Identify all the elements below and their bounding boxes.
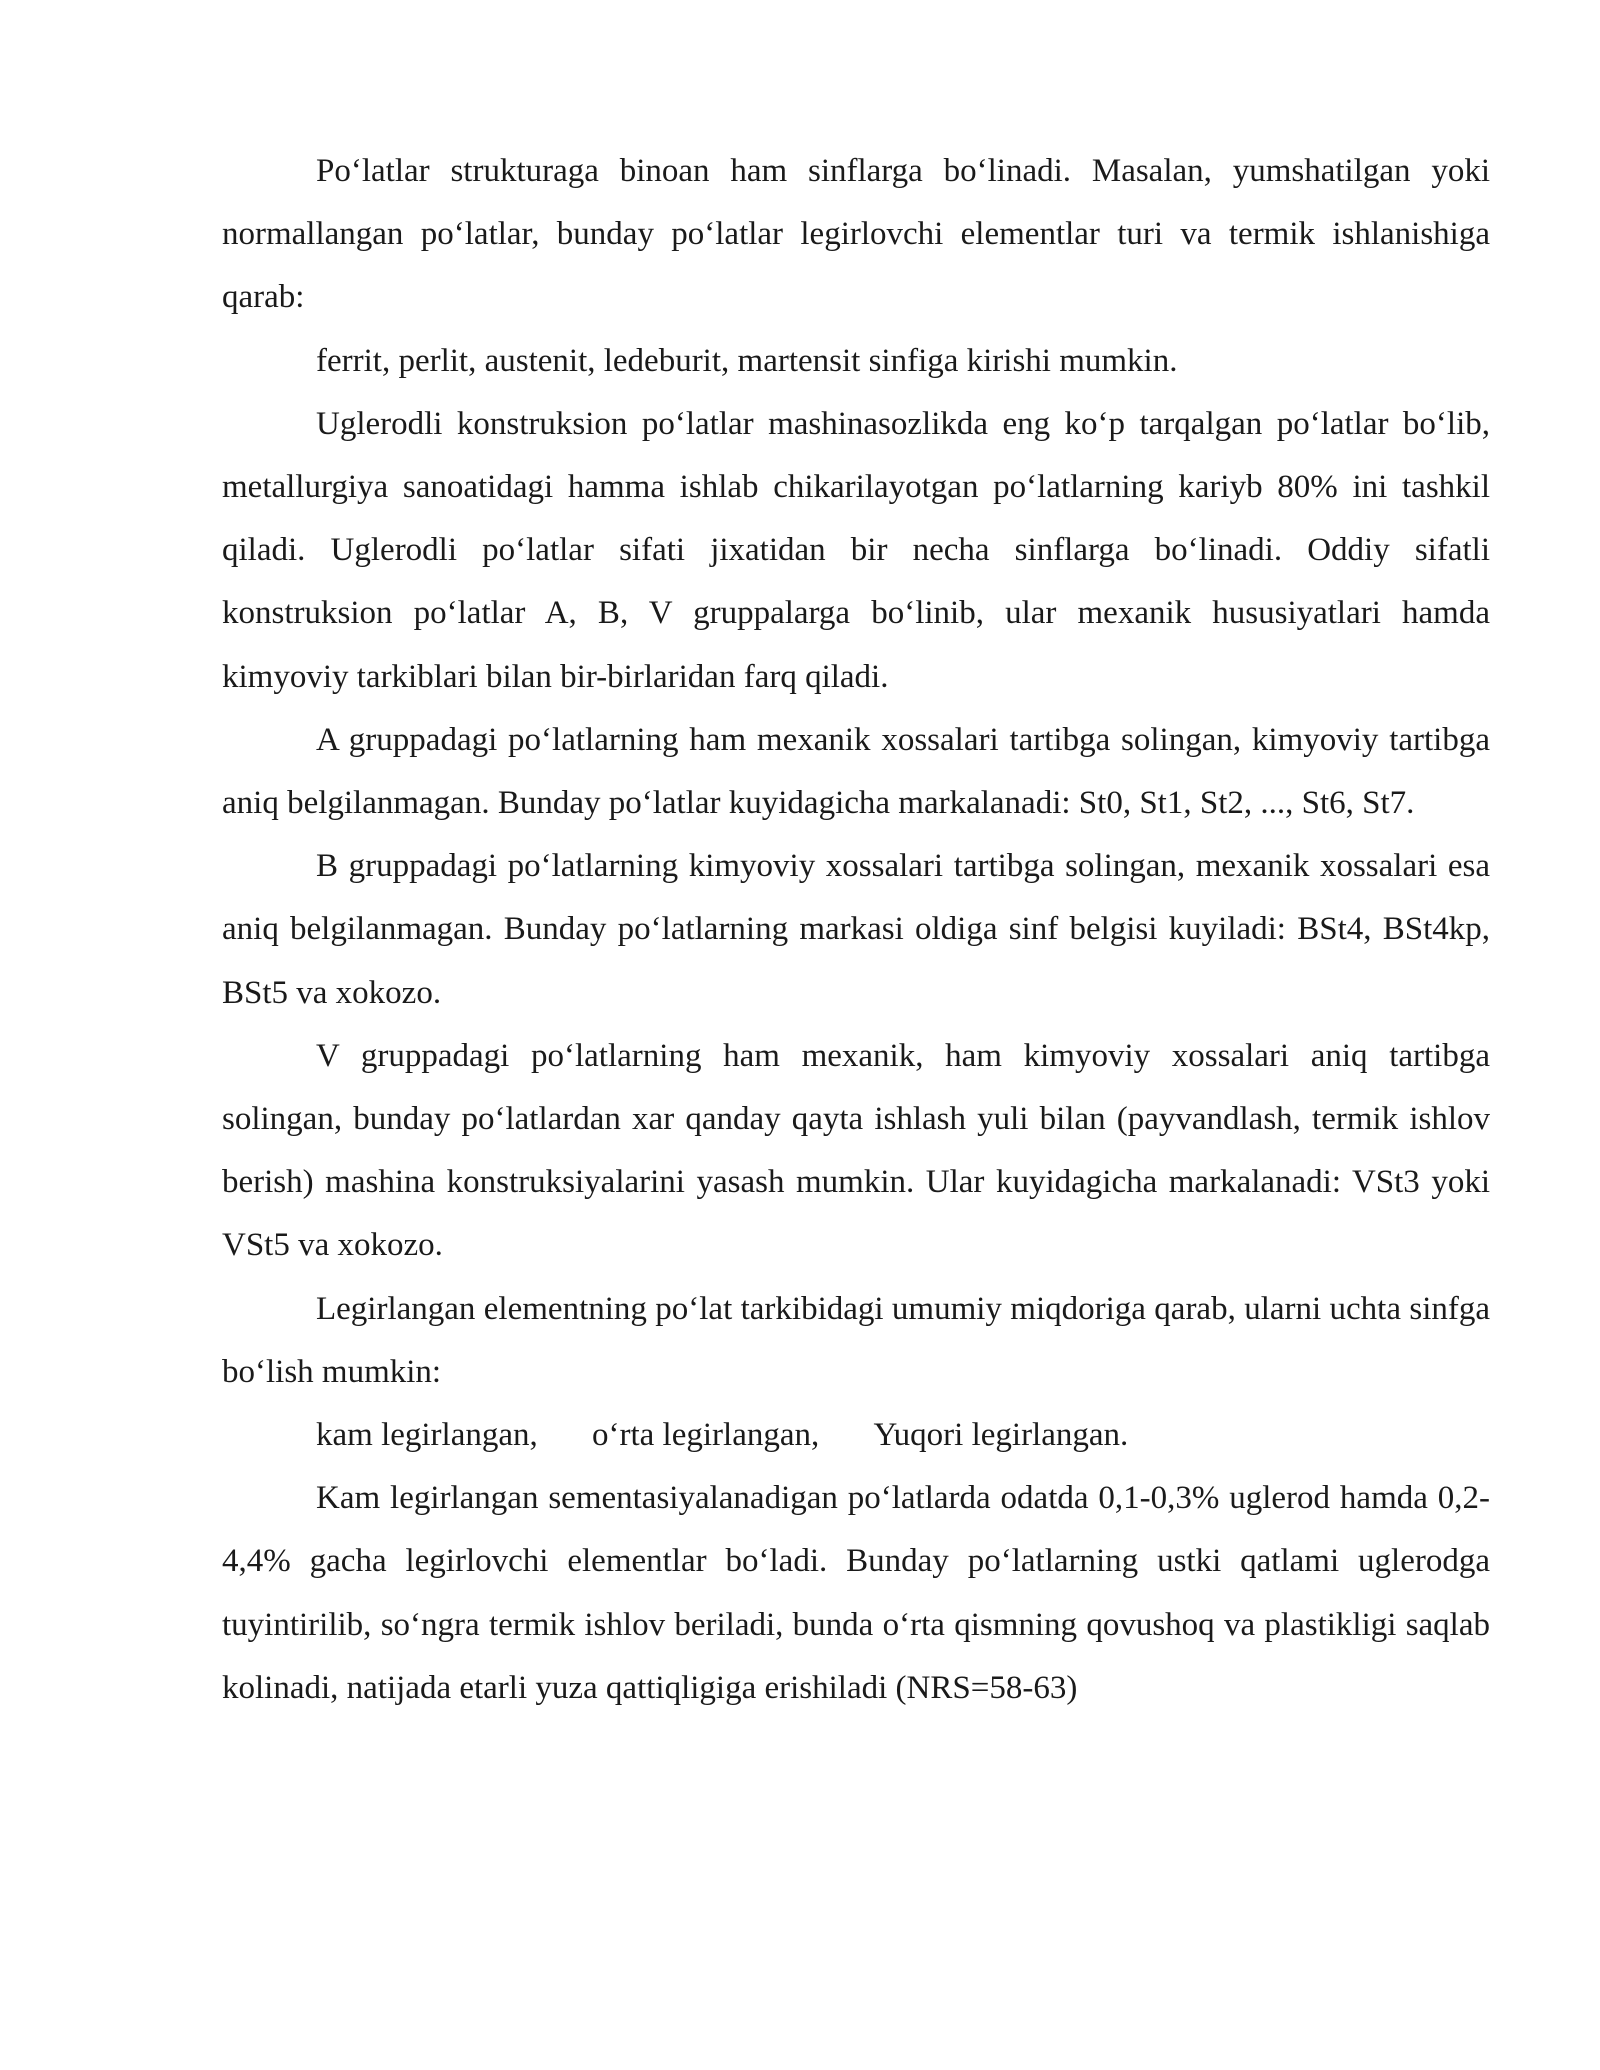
paragraph-alloyed-classes: Legirlangan elementning po‘lat tarkibidagi umumiy miqdoriga qarab, ularni uchta sinfga bo‘lish mumkin: [222, 1290, 1490, 1390]
paragraph-structure-types: ferrit, perlit, austenit, ledeburit, martensit sinfiga kirishi mumkin. [316, 342, 1178, 379]
alloy-level-high: Yuqori legirlangan. [873, 1417, 1129, 1454]
paragraph-group-v: V gruppadagi po‘latlarning ham mexanik, ham kimyoviy xossalari aniq tartibga solingan, bunday po‘latlardan xar qanday qayta ishlash yuli bilan (payvandlash, termik ishlov berish) mashina konstruksiyalarini yasash mumkin. Ular kuyidagicha markalanadi: VSt3 yoki VSt5 va xokozo. [222, 1037, 1490, 1264]
alloy-level-low: kam legirlangan, [316, 1417, 538, 1454]
paragraph-low-alloy-carburizing: Kam legirlangan sementasiyalanadigan po‘latlarda odatda 0,1-0,3% uglerod hamda 0,2-4,4% gacha legirlovchi elementlar bo‘ladi. Bunday po‘latlarning ustki qatlami uglerodga tuyintirilib, so‘ngra termik ishlov beriladi, bunda o‘rta qismning qovushoq va plastikligi saqlab kolinadi, natijada etarli yuza qattiqligiga erishiladi (NRS=58-63) [222, 1480, 1490, 1706]
paragraph-structure-classes: Po‘latlar strukturaga binoan ham sinflarga bo‘linadi. Masalan, yumshatilgan yoki normallangan po‘latlar, bunday po‘latlar legirlovchi elementlar turi va termik ishlanishiga qarab: [222, 153, 1490, 316]
paragraph-group-b: B gruppadagi po‘latlarning kimyoviy xossalari tartibga solingan, mexanik xossalari esa aniq belgilanmagan. Bunday po‘latlarning markasi oldiga sinf belgisi kuyiladi: BSt4, BSt4kp, BSt5 va xokozo. [222, 848, 1490, 1011]
document-page [222, 140, 1490, 1720]
alloy-level-medium: o‘rta legirlangan, [592, 1417, 820, 1454]
alloy-levels-line [222, 1404, 1490, 1467]
paragraph-group-a: A gruppadagi po‘latlarning ham mexanik xossalari tartibga solingan, kimyoviy tartibga aniq belgilanmagan. Bunday po‘latlar kuyidagicha markalanadi: St0, St1, St2, ..., St6, St7. [222, 721, 1490, 822]
paragraph-carbon-steels: Uglerodli konstruksion po‘latlar mashinasozlikda eng ko‘p tarqalgan po‘latlar bo‘lib, metallurgiya sanoatidagi hamma ishlab chikarilayotgan po‘latlarning kariyb 80% ini tashkil qiladi. Uglerodli po‘latlar sifati jixatidan bir necha sinflarga bo‘linadi. Oddiy sifatli konstruksion po‘latlar A, B, V gruppalarga bo‘linib, ular mexanik hususiyatlari hamda kimyoviy tarkiblari bilan bir-birlaridan farq qiladi. [222, 405, 1490, 695]
